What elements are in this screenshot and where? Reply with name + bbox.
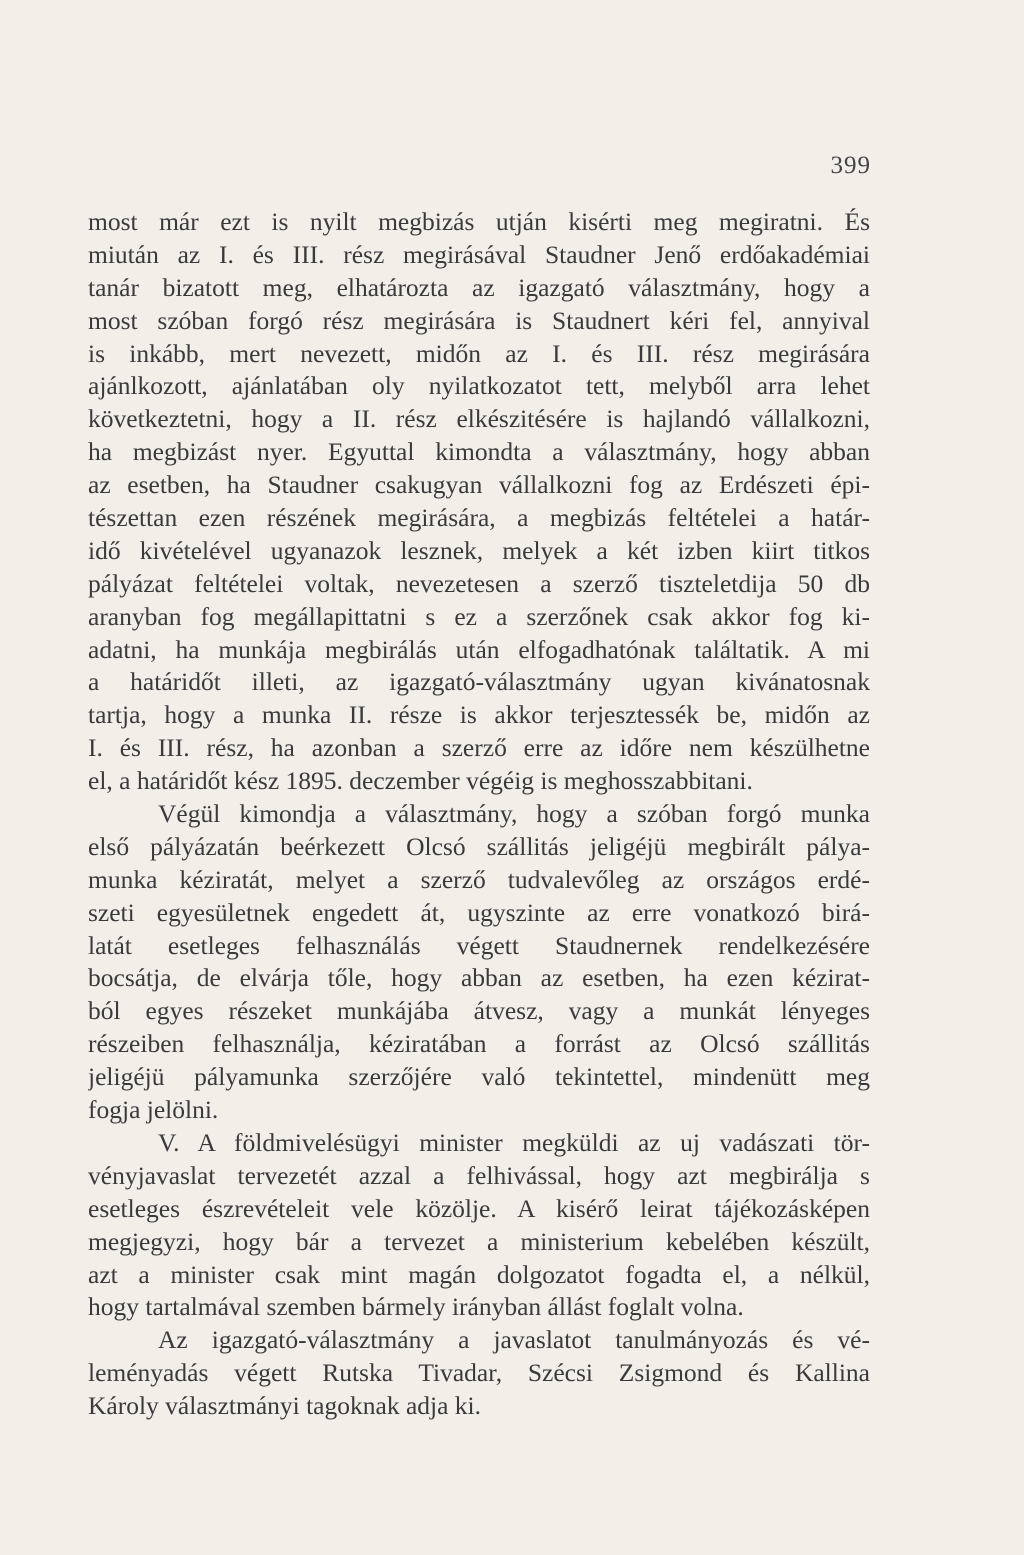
text-line: hogy tartalmával szemben bármely irányban állást foglalt volna. xyxy=(88,1292,744,1322)
text-line: miután az I. és III. rész megirásával Staudner Jenő erdőakadémiai xyxy=(88,239,870,269)
text-line: bocsátja, de elvárja tőle, hogy abban az esetben, ha ezen kézirat- xyxy=(88,963,870,993)
text-line: tészettan ezen részének megirására, a megbizás feltételei a határ- xyxy=(88,503,870,533)
text-line: szeti egyesületnek engedett át, ugyszinte az erre vonatkozó birá- xyxy=(88,897,870,927)
text-line: esetleges észrevételeit vele közölje. A kisérő leirat tájékozásképen xyxy=(88,1193,870,1223)
page-number: 399 xyxy=(830,152,871,179)
text-line: az esetben, ha Staudner csakugyan vállalkozni fog az Erdészeti épi- xyxy=(88,470,870,500)
text-line: idő kivételével ugyanazok lesznek, melyek a két izben kiirt titkos xyxy=(88,535,870,565)
text-line: pályázat feltételei voltak, nevezetesen a szerző tiszteletdija 50 db xyxy=(88,568,870,598)
text-line: latát esetleges felhasználás végett Staudnernek rendelkezésére xyxy=(88,930,870,960)
text-line: munka kéziratát, melyet a szerző tudvalevőleg az országos erdé- xyxy=(88,864,870,894)
text-line: Károly választmányi tagoknak adja ki. xyxy=(88,1391,481,1421)
text-line: ajánlkozott, ajánlatában oly nyilatkozatot tett, melyből arra lehet xyxy=(88,371,870,401)
text-line: tartja, hogy a munka II. része is akkor terjesztessék be, midőn az xyxy=(88,700,870,730)
text-line: tanár bizatott meg, elhatározta az igazgató választmány, hogy a xyxy=(88,272,870,302)
text-line: a határidőt illeti, az igazgató-választmány ugyan kivánatosnak xyxy=(88,667,870,697)
text-line: azt a minister csak mint magán dolgozatot fogadta el, a nélkül, xyxy=(88,1259,870,1289)
paragraph-start-line: Az igazgató-választmány a javaslatot tanulmányozás és vé- xyxy=(158,1325,870,1355)
text-line: el, a határidőt kész 1895. deczember végéig is meghosszabbitani. xyxy=(88,766,753,796)
text-line: vényjavaslat tervezetét azzal a felhivással, hogy azt megbirálja s xyxy=(88,1160,870,1190)
text-line: jeligéjü pályamunka szerzőjére való tekintettel, mindenütt meg xyxy=(88,1062,870,1092)
text-line: ha megbizást nyer. Egyuttal kimondta a választmány, hogy abban xyxy=(88,437,870,467)
text-line: I. és III. rész, ha azonban a szerző erre az időre nem készülhetne xyxy=(88,733,870,763)
text-line: most szóban forgó rész megirására is Staudnert kéri fel, annyival xyxy=(88,305,870,335)
text-line: ból egyes részeket munkájába átvesz, vagy a munkát lényeges xyxy=(88,996,870,1026)
text-line: megjegyzi, hogy bár a tervezet a ministerium kebelében készült, xyxy=(88,1226,870,1256)
body-text xyxy=(88,206,870,1423)
text-line: most már ezt is nyilt megbizás utján kisérti meg megiratni. És xyxy=(88,207,870,236)
text-line: adatni, ha munkája megbirálás után elfogadhatónak találtatik. A mi xyxy=(88,634,870,664)
text-line: első pályázatán beérkezett Olcsó szállitás jeligéjü megbirált pálya- xyxy=(88,831,870,861)
text-line: aranyban fog megállapittatni s ez a szerzőnek csak akkor fog ki- xyxy=(88,601,870,631)
text-line: fogja jelölni. xyxy=(88,1095,219,1125)
text-line: leményadás végett Rutska Tivadar, Szécsi Zsigmond és Kallina xyxy=(88,1358,870,1388)
paragraph-start-line: Végül kimondja a választmány, hogy a szóban forgó munka xyxy=(158,799,870,829)
text-line: következtetni, hogy a II. rész elkészitésére is hajlandó vállalkozni, xyxy=(88,404,870,434)
text-line: is inkább, mert nevezett, midőn az I. és III. rész megirására xyxy=(88,338,870,368)
text-line: részeiben felhasználja, kéziratában a forrást az Olcsó szállitás xyxy=(88,1029,870,1059)
paragraph-start-line: V. A földmivelésügyi minister megküldi az uj vadászati tör- xyxy=(158,1127,870,1157)
